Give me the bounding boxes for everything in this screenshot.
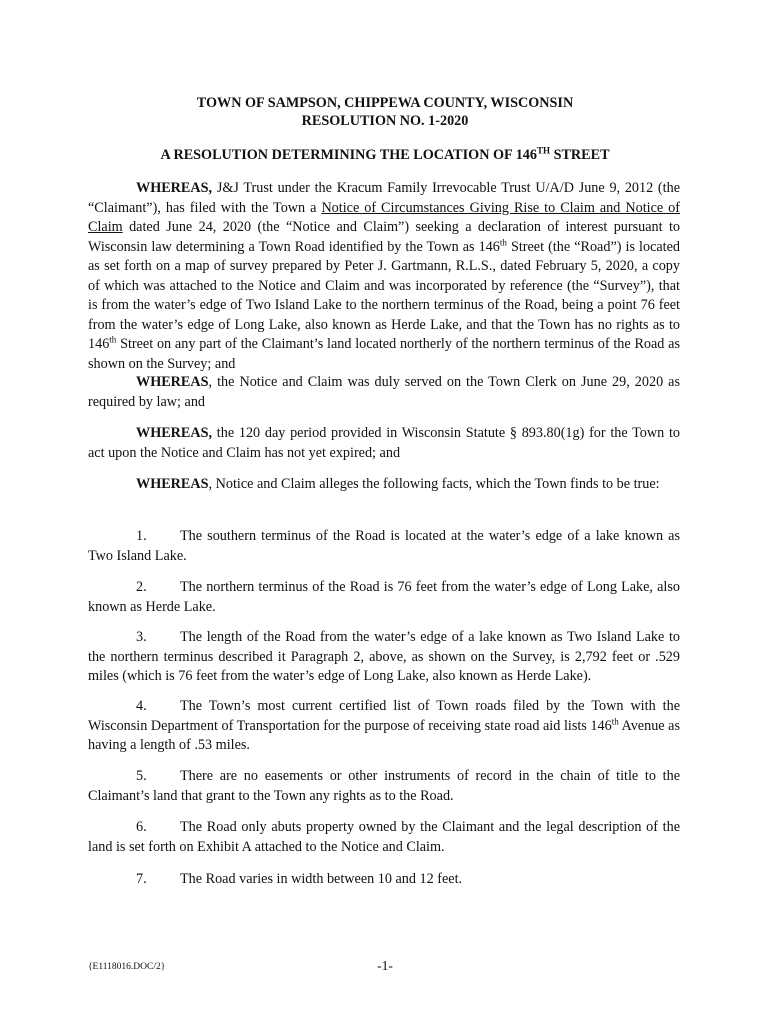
whereas-text: , Notice and Claim alleges the following facts, which the Town finds to be true: — [208, 476, 660, 492]
whereas-paragraph-4 — [88, 475, 680, 495]
finding-item — [88, 578, 680, 617]
title-suffix: STREET — [550, 147, 610, 163]
finding-number: 6. — [136, 819, 147, 835]
page-number: -1- — [377, 958, 393, 973]
finding-text: The Road varies in width between 10 and 12 feet. — [180, 871, 463, 887]
title-superscript: TH — [537, 145, 551, 156]
header-resolution-number: RESOLUTION NO. 1-2020 — [301, 113, 469, 129]
finding-number: 2. — [136, 579, 147, 595]
finding-text: The Town’s most current certified list of Town roads filed by the Town with the Wisconsin Department of Transportation for the purpose of receiving state road aid lists 146 — [88, 698, 680, 734]
finding-number: 1. — [136, 528, 147, 544]
finding-number: 3. — [136, 629, 147, 645]
finding-number: 5. — [136, 768, 147, 784]
finding-item — [88, 628, 680, 687]
notice-title-underlined: Notice of Circumstances Giving Rise to Claim and Notice of Claim — [88, 199, 680, 235]
superscript: th — [611, 715, 619, 726]
title-text: A RESOLUTION DETERMINING THE LOCATION OF 146 — [160, 147, 537, 163]
whereas-label: WHEREAS, — [136, 425, 213, 441]
finding-text: There are no easements or other instruments of record in the chain of title to the Claimant’s land that grant to the Town any rights as to the Road. — [88, 768, 680, 804]
whereas-text: Street on any part of the Claimant’s land located northerly of the northern terminus of the Road as shown on the Survey; and — [88, 336, 680, 372]
finding-text: The northern terminus of the Road is 76 feet from the water’s edge of Long Lake, also known as Herde Lake. — [88, 579, 680, 615]
superscript: th — [109, 334, 117, 345]
finding-text: Avenue as having a length of .53 miles. — [88, 717, 680, 753]
finding-item — [88, 697, 680, 756]
finding-item — [88, 870, 680, 890]
finding-number: 4. — [136, 698, 147, 714]
whereas-paragraph-2 — [88, 373, 680, 412]
whereas-text: the 120 day period provided in Wisconsin Statute § 893.80(1g) for the Town to act upon the Notice and Claim has not yet expired; and — [88, 425, 680, 461]
whereas-paragraph-3 — [88, 424, 680, 463]
finding-item — [88, 818, 680, 857]
finding-text: The southern terminus of the Road is located at the water’s edge of a lake known as Two Island Lake. — [88, 528, 680, 564]
finding-item — [88, 767, 680, 806]
whereas-text: , the Notice and Claim was duly served on the Town Clerk on June 29, 2020 as required by law; and — [88, 374, 680, 410]
whereas-label: WHEREAS — [136, 476, 209, 492]
header-town: TOWN OF SAMPSON, CHIPPEWA COUNTY, WISCONSIN — [196, 95, 574, 111]
whereas-text: Street (the “Road”) is located as set forth on a map of survey prepared by Peter J. Gartmann, R.L.S., dated February 5, 2020, a copy of which was attached to the Notice and Claim and was incorporated by reference (the “Survey”), that is from the water’s edge of Two Island Lake to the northern terminus of the Road, being a point 76 feet from the water’s edge of Long Lake, also known as Herde Lake, and that the Town has no rights as to 146 — [88, 238, 680, 352]
document-id: {E1118016.DOC/2} — [88, 962, 166, 972]
finding-text: The Road only abuts property owned by the Claimant and the legal description of the land is set forth on Exhibit A attached to the Notice and Claim. — [88, 819, 680, 855]
whereas-label: WHEREAS — [136, 374, 209, 390]
whereas-paragraph-1 — [88, 179, 680, 374]
whereas-label: WHEREAS, — [136, 180, 213, 196]
whereas-text: J&J Trust under the Kracum Family Irrevocable Trust U/A/D June 9, 2012 (the “Claimant”), has filed with the Town a — [88, 180, 680, 216]
finding-number: 7. — [136, 871, 147, 887]
finding-text: The length of the Road from the water’s edge of a lake known as Two Island Lake to the northern terminus described it Paragraph 2, above, as shown on the Survey, is 2,792 feet or .529 miles (which is 76 feet from the water’s edge of Long Lake, also known as Herde Lake). — [88, 629, 680, 684]
resolution-title — [0, 146, 770, 164]
finding-item — [88, 527, 680, 566]
superscript: th — [499, 236, 507, 247]
whereas-text: dated June 24, 2020 (the “Notice and Claim”) seeking a declaration of interest pursuant to Wisconsin law determining a Town Road identified by the Town as 146 — [88, 219, 680, 255]
